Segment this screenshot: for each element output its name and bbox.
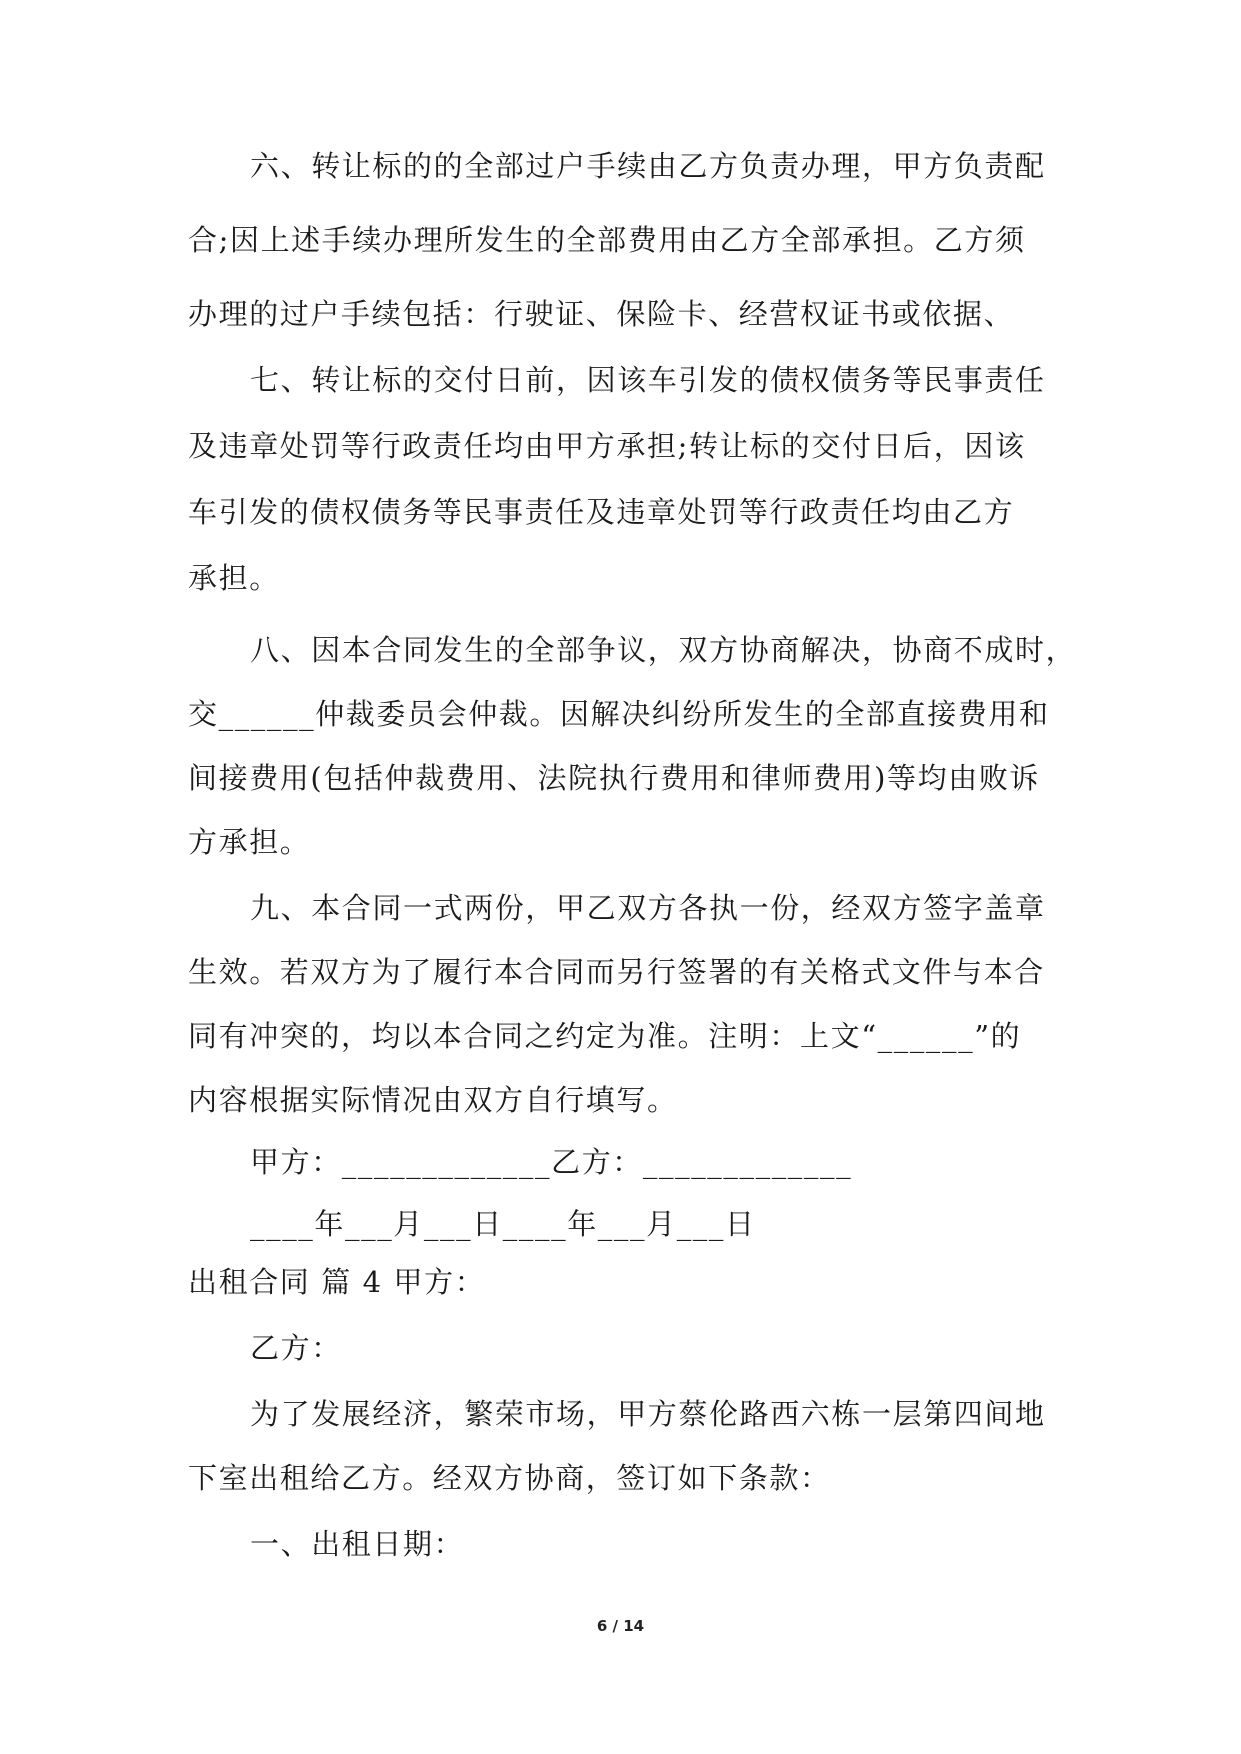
clause-7-line-4: 承担。 <box>188 561 280 595</box>
clause-6-line-1: 六、转让标的的全部过户手续由乙方负责办理，甲方负责配 <box>250 149 1046 183</box>
clause-7-line-2: 及违章处罚等行政责任均由甲方承担;转让标的交付日后，因该 <box>188 429 1026 463</box>
clause-6-line-2: 合;因上述手续办理所发生的全部费用由乙方全部承担。乙方须 <box>188 223 1026 257</box>
clause-7-line-3: 车引发的债权债务等民事责任及违章处罚等行政责任均由乙方 <box>188 495 1015 529</box>
clause-7-line-1: 七、转让标的交付日前，因该车引发的债权债务等民事责任 <box>250 363 1046 397</box>
clause-8-line-1: 八、因本合同发生的全部争议，双方协商解决，协商不成时， <box>250 633 1077 667</box>
clause-8-line-3: 间接费用(包括仲裁费用、法院执行费用和律师费用)等均由败诉 <box>188 761 1041 795</box>
clause-8-line-4: 方承担。 <box>188 825 311 859</box>
clause-9-line-2: 生效。若双方为了履行本合同而另行签署的有关格式文件与本合 <box>188 955 1045 989</box>
clause-9-line-1: 九、本合同一式两份，甲乙双方各执一份，经双方签字盖章 <box>250 891 1046 925</box>
signature-date-line: ____年___月___日____年___月___日 <box>250 1207 756 1241</box>
party-b-line: 乙方： <box>250 1331 342 1365</box>
signature-parties-line: 甲方：_____________乙方：_____________ <box>250 1145 853 1179</box>
page-number: 6 / 14 <box>596 1617 645 1635</box>
article-1-heading: 一、出租日期： <box>250 1527 465 1561</box>
clause-8-line-2: 交______仲裁委员会仲裁。因解决纠纷所发生的全部直接费用和 <box>188 697 1050 731</box>
contract-4-heading: 出租合同 篇 4 甲方： <box>188 1265 486 1299</box>
clause-6-line-3: 办理的过户手续包括：行驶证、保险卡、经营权证书或依据、 <box>188 297 1015 331</box>
clause-9-line-4: 内容根据实际情况由双方自行填写。 <box>188 1083 678 1117</box>
preamble-line-1: 为了发展经济，繁荣市场，甲方蔡伦路西六栋一层第四间地 <box>250 1397 1046 1431</box>
preamble-line-2: 下室出租给乙方。经双方协商，签订如下条款： <box>188 1461 831 1495</box>
clause-9-line-3: 同有冲突的，均以本合同之约定为准。注明：上文“______”的 <box>188 1019 1022 1053</box>
